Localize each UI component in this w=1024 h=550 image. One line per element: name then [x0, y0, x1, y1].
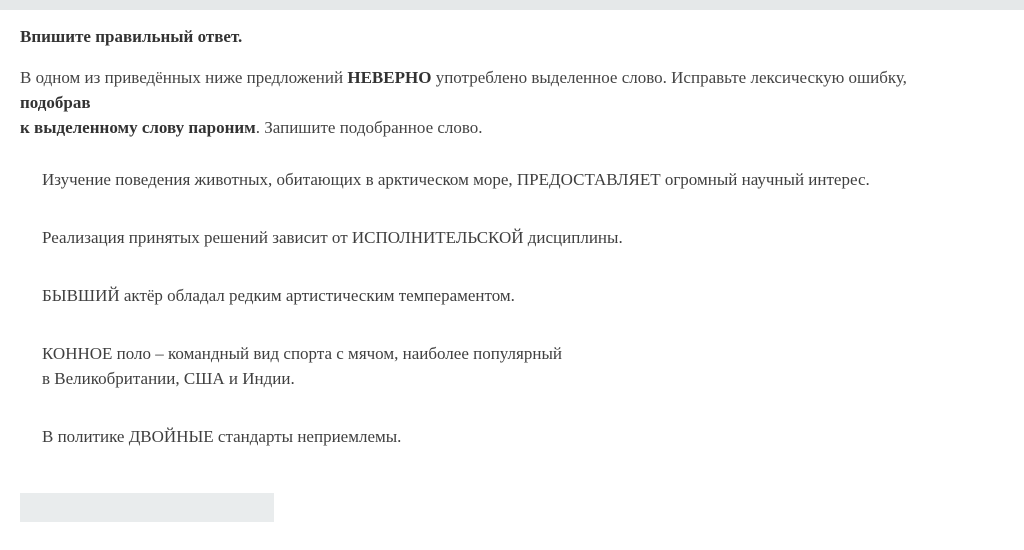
task-container	[20, 26, 1000, 449]
instructions-emphasis-select: подобрав	[20, 93, 91, 112]
sentence-list	[42, 167, 1000, 449]
instructions-text-2: употреблено выделенное слово. Исправьте лексическую ошибку,	[431, 68, 907, 87]
sentence-line: в Великобритании, США и Индии.	[42, 369, 295, 388]
task-title: Впишите правильный ответ.	[20, 27, 243, 46]
sentence-line: КОННОЕ поло – командный вид спорта с мячом, наиболее популярный	[42, 344, 562, 363]
instructions-text-3: . Запишите подобранное слово.	[255, 118, 483, 137]
sentence-item	[42, 283, 1000, 308]
sentence-item	[42, 167, 1000, 192]
sentence-item	[42, 341, 1000, 391]
instructions-emphasis-incorrect: НЕВЕРНО	[347, 68, 432, 87]
instructions-text-1: В одном из приведённых ниже предложений	[20, 68, 348, 87]
answer-input[interactable]	[20, 493, 274, 522]
sentence-line: БЫВШИЙ актёр обладал редким артистическим темпераментом.	[42, 286, 515, 305]
sentence-line: В политике ДВОЙНЫЕ стандарты неприемлемы.	[42, 427, 402, 446]
instructions-emphasis-paronym: к выделенному слову пароним	[20, 118, 256, 137]
task-instructions	[20, 65, 1000, 140]
sentence-line: Изучение поведения животных, обитающих в арктическом море, ПРЕДОСТАВЛЯЕТ огромный научный интерес.	[42, 170, 870, 189]
sentence-item	[42, 225, 1000, 250]
sentence-line: Реализация принятых решений зависит от ИСПОЛНИТЕЛЬСКОЙ дисциплины.	[42, 228, 623, 247]
top-bar	[0, 0, 1024, 10]
sentence-item	[42, 424, 1000, 449]
